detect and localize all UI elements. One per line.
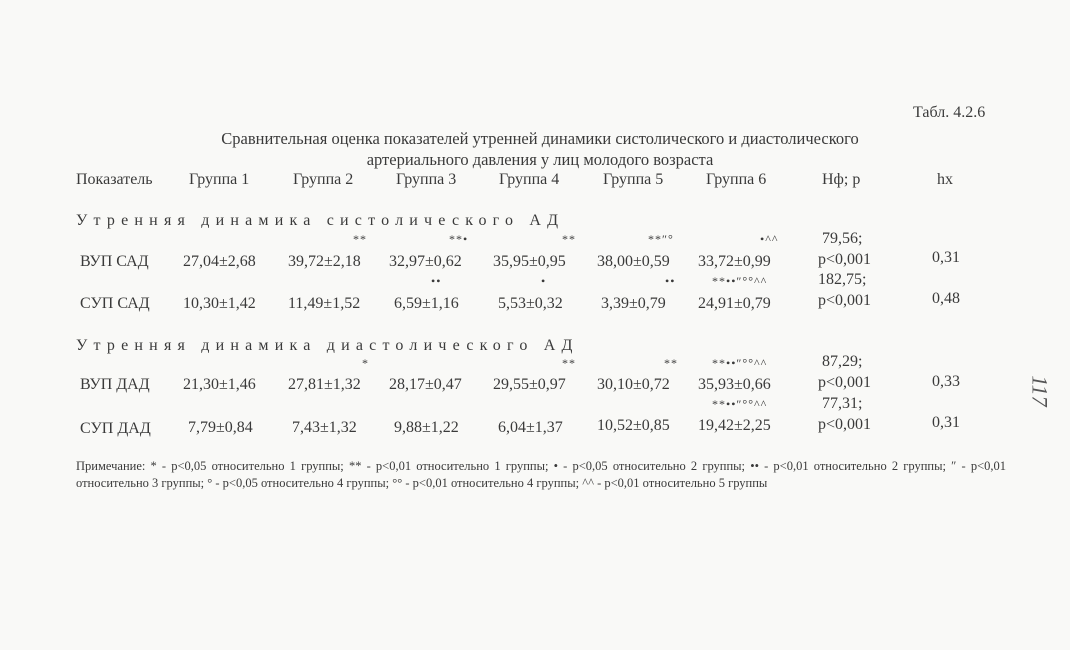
cell-value: 27,04±2,68 — [183, 253, 256, 270]
cell-value: 33,72±0,99 — [698, 253, 771, 270]
p-value: p<0,001 — [818, 251, 872, 268]
row-label: ВУП ДАД — [80, 376, 150, 393]
hx-value: 0,48 — [932, 290, 960, 307]
cell-value: 6,04±1,37 — [498, 419, 563, 436]
significance-mark: •^^ — [760, 232, 779, 246]
header-group2: Группа 2 — [293, 171, 354, 188]
cell-value: 7,79±0,84 — [188, 419, 253, 436]
section-title-systolic: Утренняя динамика систолического АД — [76, 212, 565, 229]
significance-mark: ** — [664, 356, 678, 370]
cell-value: 9,88±1,22 — [394, 419, 459, 436]
header-nf-p: Нф; р — [822, 171, 861, 188]
significance-mark: * — [362, 356, 369, 370]
nf-value: 79,56; — [822, 230, 863, 247]
cell-value: 35,93±0,66 — [698, 376, 771, 393]
significance-mark: ** — [562, 232, 576, 246]
table-title-line1: Сравнительная оценка показателей утренней динамики систолического и диастолического — [221, 129, 859, 148]
significance-mark: ** — [353, 232, 367, 246]
header-group4: Группа 4 — [499, 171, 560, 188]
cell-value: 10,30±1,42 — [183, 295, 256, 312]
p-value: p<0,001 — [818, 292, 872, 309]
cell-value: 39,72±2,18 — [288, 253, 361, 270]
cell-value: 10,52±0,85 — [597, 417, 670, 434]
nf-value: 77,31; — [822, 395, 863, 412]
p-value: p<0,001 — [818, 416, 872, 433]
nf-value: 87,29; — [822, 353, 863, 370]
cell-value: 7,43±1,32 — [292, 419, 357, 436]
cell-value: 30,10±0,72 — [597, 376, 670, 393]
header-group6: Группа 6 — [706, 171, 767, 188]
cell-value: 3,39±0,79 — [601, 295, 666, 312]
header-hx: hx — [937, 171, 953, 188]
table-number: Табл. 4.2.6 — [913, 104, 986, 121]
section-title-diastolic: Утренняя динамика диастолического АД — [76, 337, 579, 354]
significance-mark: **••″°°^^ — [712, 274, 768, 288]
hx-value: 0,31 — [932, 414, 960, 431]
cell-value: 28,17±0,47 — [389, 376, 462, 393]
significance-mark: **• — [449, 232, 469, 246]
table-title-line2: артериального давления у лиц молодого возраста — [366, 150, 714, 169]
cell-value: 24,91±0,79 — [698, 295, 771, 312]
hx-value: 0,33 — [932, 373, 960, 390]
significance-mark: •• — [665, 274, 676, 288]
cell-value: 32,97±0,62 — [389, 253, 462, 270]
row-label: СУП ДАД — [80, 420, 151, 437]
page-number: 117 — [1027, 375, 1053, 407]
header-group3: Группа 3 — [396, 171, 457, 188]
significance-mark: **″° — [648, 232, 674, 246]
significance-mark: •• — [431, 274, 442, 288]
table-footnote: Примечание: * - p<0,05 относительно 1 группы; ** - p<0,01 относительно 1 группы; • - p<0,05 относительно 2 группы; •• - p<0,01 относительно 2 группы; ″ - p<0,01 относительно 3 группы; ° - p<0,05 относительно 4 группы; °° - p<0,01 относительно 4 группы; ^^ - p<0,01 относительно 5 группы — [76, 459, 1006, 490]
cell-value: 11,49±1,52 — [288, 295, 361, 312]
cell-value: 38,00±0,59 — [597, 253, 670, 270]
significance-mark: ** — [562, 356, 576, 370]
p-value: p<0,001 — [818, 374, 872, 391]
row-label: ВУП САД — [80, 253, 149, 270]
significance-mark: **••″°°^^ — [712, 356, 768, 370]
header-group5: Группа 5 — [603, 171, 664, 188]
header-indicator: Показатель — [76, 171, 153, 188]
cell-value: 19,42±2,25 — [698, 417, 771, 434]
hx-value: 0,31 — [932, 249, 960, 266]
nf-value: 182,75; — [818, 271, 867, 288]
cell-value: 27,81±1,32 — [288, 376, 361, 393]
row-label: СУП САД — [80, 295, 150, 312]
cell-value: 35,95±0,95 — [493, 253, 566, 270]
significance-mark: **••″°°^^ — [712, 397, 768, 411]
cell-value: 5,53±0,32 — [498, 295, 563, 312]
header-group1: Группа 1 — [189, 171, 250, 188]
cell-value: 29,55±0,97 — [493, 376, 566, 393]
cell-value: 6,59±1,16 — [394, 295, 459, 312]
cell-value: 21,30±1,46 — [183, 376, 256, 393]
significance-mark: • — [541, 274, 547, 288]
